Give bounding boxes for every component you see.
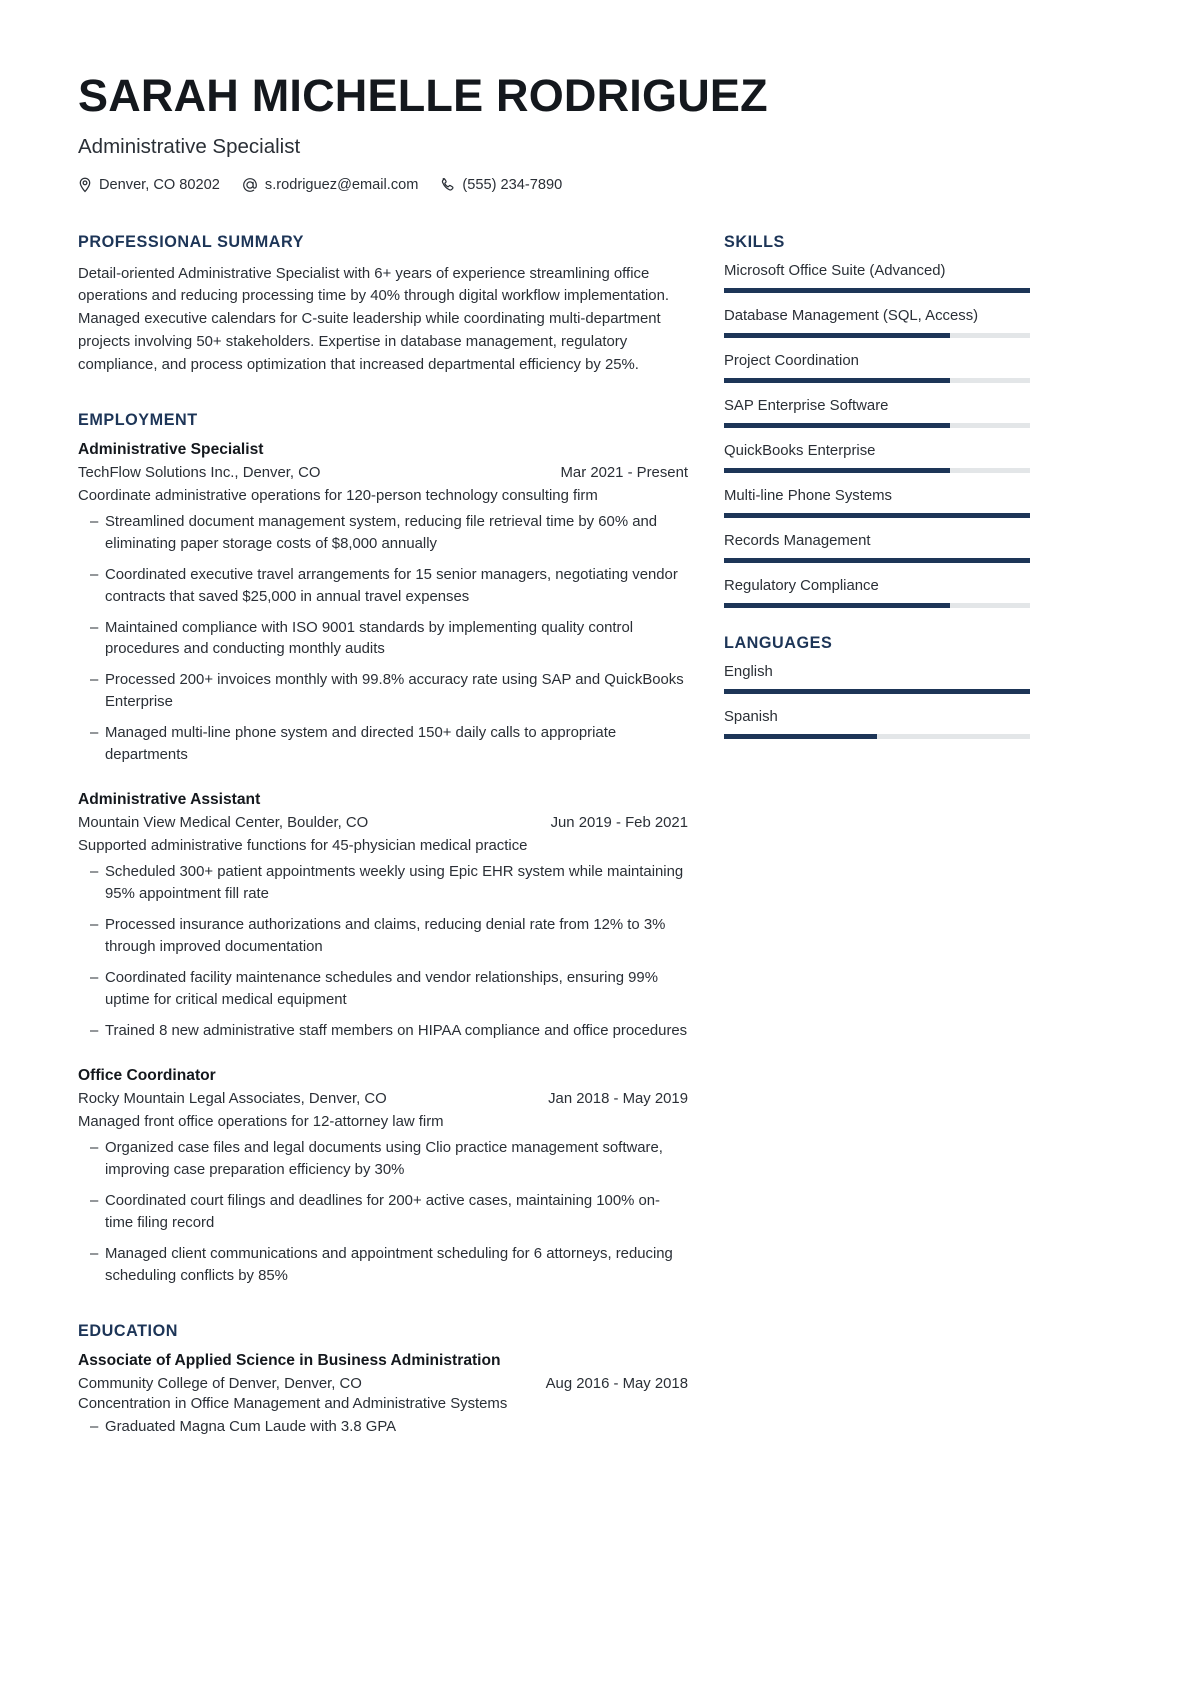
education-degree: Associate of Applied Science in Business Administration [78, 1351, 501, 1369]
section-employment [78, 411, 688, 1288]
skill-level-fill [724, 603, 950, 608]
employment-bullet-list [78, 862, 688, 1042]
sidebar-column [724, 233, 1030, 765]
section-heading-summary: PROFESSIONAL SUMMARY [78, 232, 304, 251]
summary-text: Detail-oriented Administrative Specialist with 6+ years of experience streamlining office operations and reducing processing time by 40% through digital workflow implementation. Managed executive calendars for C-suite leadership while coordinating multi-department projects involving 50+ stakeholders. Expertise in database management, regulatory compliance, and process optimization that increased departmental efficiency by 25%. [78, 265, 669, 373]
skill-item [724, 533, 1030, 563]
employment-meta [78, 465, 688, 481]
employment-bullet: – Scheduled 300+ patient appointments weekly using Epic EHR system while maintaining 95% appointment fill rate [78, 862, 688, 906]
skill-item [724, 308, 1030, 338]
resume-header [78, 72, 1122, 193]
employment-job-title: Office Coordinator [78, 1066, 216, 1084]
education-description: Concentration in Office Management and Administrative Systems [78, 1395, 508, 1412]
employment-bullet: – Managed client communications and appointment scheduling for 6 attorneys, reducing scheduling conflicts by 85% [78, 1244, 688, 1288]
employment-meta [78, 1091, 688, 1107]
education-institution: Community College of Denver, Denver, CO [78, 1375, 362, 1392]
education-dates: Aug 2016 - May 2018 [545, 1375, 688, 1392]
skill-level-track [724, 468, 1030, 473]
employment-description: Coordinate administrative operations for 120-person technology consulting firm [78, 487, 598, 504]
skill-item [724, 263, 1030, 293]
section-heading-languages: LANGUAGES [724, 633, 833, 652]
employment-bullet: – Processed 200+ invoices monthly with 99.8% accuracy rate using SAP and QuickBooks Enterprise [78, 670, 688, 714]
skill-level-fill [724, 288, 1030, 293]
language-label: Spanish [724, 708, 778, 725]
employment-bullet: – Trained 8 new administrative staff members on HIPAA compliance and office procedures [78, 1021, 688, 1043]
skill-level-track [724, 423, 1030, 428]
language-item [724, 709, 1030, 739]
skills-list [724, 263, 1030, 608]
section-education [78, 1322, 688, 1439]
section-languages [724, 634, 1030, 739]
employment-dates: Mar 2021 - Present [560, 464, 688, 481]
section-skills [724, 233, 1030, 608]
skill-level-fill [724, 558, 1030, 563]
employment-bullet: – Organized case files and legal documents using Clio practice management software, improving case preparation efficiency by 30% [78, 1138, 688, 1182]
employment-list [78, 441, 688, 1288]
employment-dates: Jan 2018 - May 2019 [548, 1090, 688, 1107]
skill-level-fill [724, 423, 950, 428]
candidate-name: SARAH MICHELLE RODRIGUEZ [78, 70, 768, 121]
employment-entry [78, 441, 688, 767]
skill-level-track [724, 558, 1030, 563]
language-level-fill [724, 689, 1030, 694]
skill-label: SAP Enterprise Software [724, 397, 889, 414]
contact-phone[interactable] [440, 177, 562, 193]
skill-item [724, 578, 1030, 608]
employment-description: Supported administrative functions for 45-physician medical practice [78, 838, 528, 854]
skill-level-fill [724, 378, 950, 383]
employment-entry [78, 791, 688, 1043]
section-heading-skills: SKILLS [724, 232, 785, 251]
employment-bullet: – Managed multi-line phone system and directed 150+ daily calls to appropriate departments [78, 723, 688, 767]
skill-label: Regulatory Compliance [724, 577, 879, 594]
employment-bullet-list [78, 1138, 688, 1287]
skill-label: Multi-line Phone Systems [724, 487, 892, 504]
skill-item [724, 398, 1030, 428]
contact-phone-text: (555) 234-7890 [462, 176, 563, 193]
skill-label: Project Coordination [724, 352, 859, 369]
skill-level-track [724, 288, 1030, 293]
skill-level-fill [724, 333, 950, 338]
section-heading-education: EDUCATION [78, 1321, 178, 1340]
education-meta [78, 1376, 688, 1392]
skill-level-track [724, 603, 1030, 608]
employment-bullet: – Coordinated executive travel arrangements for 15 senior managers, negotiating vendor contracts that saved $25,000 in annual travel expenses [78, 565, 688, 609]
skill-level-track [724, 378, 1030, 383]
skill-level-fill [724, 468, 950, 473]
skill-label: Microsoft Office Suite (Advanced) [724, 262, 946, 279]
main-column [78, 233, 688, 1473]
employment-organization: Mountain View Medical Center, Boulder, CO [78, 815, 369, 831]
employment-bullet: – Maintained compliance with ISO 9001 standards by implementing quality control procedures and conducting monthly audits [78, 618, 688, 662]
education-list [78, 1352, 688, 1439]
contact-location [78, 177, 220, 193]
employment-bullet: – Streamlined document management system, reducing file retrieval time by 60% and eliminating paper storage costs of $8,000 annually [78, 512, 688, 556]
employment-bullet: – Coordinated court filings and deadlines for 200+ active cases, maintaining 100% on-time filing record [78, 1191, 688, 1235]
employment-organization: TechFlow Solutions Inc., Denver, CO [78, 464, 321, 481]
skill-item [724, 443, 1030, 473]
contact-email[interactable] [242, 177, 419, 193]
contact-info-bar [78, 177, 1122, 193]
education-bullet: – Graduated Magna Cum Laude with 3.8 GPA [78, 1417, 688, 1439]
employment-organization: Rocky Mountain Legal Associates, Denver, CO [78, 1090, 387, 1107]
skill-item [724, 488, 1030, 518]
contact-location-text: Denver, CO 80202 [99, 176, 220, 193]
education-entry [78, 1352, 688, 1439]
section-professional-summary [78, 233, 688, 377]
skill-level-track [724, 333, 1030, 338]
employment-description: Managed front office operations for 12-attorney law firm [78, 1113, 444, 1130]
language-level-track [724, 689, 1030, 694]
contact-email-text: s.rodriguez@email.com [264, 176, 419, 193]
resume-body [78, 233, 1122, 1473]
skill-level-track [724, 513, 1030, 518]
phone-icon [440, 177, 455, 193]
employment-bullet: – Processed insurance authorizations and claims, reducing denial rate from 12% to 3% through improved documentation [78, 915, 688, 959]
candidate-job-title: Administrative Specialist [78, 134, 301, 158]
employment-bullet-list [78, 512, 688, 767]
employment-job-title: Administrative Specialist [78, 440, 264, 458]
skill-label: Records Management [724, 532, 871, 549]
at-email-icon [242, 177, 258, 193]
employment-job-title: Administrative Assistant [78, 791, 261, 808]
employment-entry [78, 1067, 688, 1288]
employment-dates: Jun 2019 - Feb 2021 [550, 815, 688, 831]
language-level-fill [724, 734, 877, 739]
skill-label: Database Management (SQL, Access) [724, 307, 979, 324]
language-item [724, 664, 1030, 694]
location-pin-icon [78, 177, 92, 193]
skill-item [724, 353, 1030, 383]
languages-list [724, 664, 1030, 739]
employment-meta [78, 815, 688, 831]
employment-bullet: – Coordinated facility maintenance schedules and vendor relationships, ensuring 99% uptime for critical medical equipment [78, 968, 688, 1012]
language-level-track [724, 734, 1030, 739]
section-heading-employment: EMPLOYMENT [78, 410, 198, 429]
skill-level-fill [724, 513, 1030, 518]
education-bullet-list [78, 1417, 688, 1439]
language-label: English [724, 663, 773, 680]
skill-label: QuickBooks Enterprise [724, 442, 876, 459]
